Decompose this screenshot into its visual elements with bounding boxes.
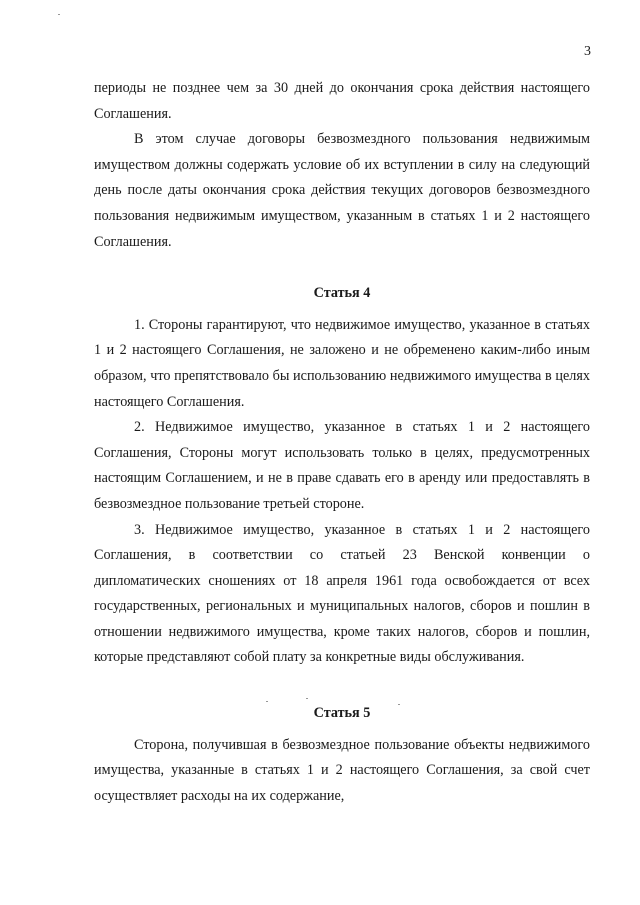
paragraph: Сторона, получившая в безвозмездное пользование объекты недвижимого имущества, указанные в статьях 1 и 2 настоящего Соглашения, за свой счет осуществляет расходы на их содержание, (94, 736, 590, 804)
scan-speck (306, 698, 308, 699)
paragraph: 3. Недвижимое имущество, указанное в статьях 1 и 2 настоящего Соглашения, в соответствии со статьей 23 Венской конвенции о дипломатических сношениях от 18 апреля 1961 года освобождается от всех государственных, региональных и муниципальных налогов, сборов и пошлин в отношении недвижимого имущества, кроме таких налогов, сборов и пошлин, которые представляют собой плату за конкретные виды обслуживания. (94, 521, 590, 666)
document-body (94, 76, 590, 809)
paragraph: В этом случае договоры безвозмездного пользования недвижимым имуществом должны содержать условие об их вступлении в силу на следующий день после даты окончания срока действия текущих договоров безвозмездного пользования недвижимым имуществом, указанным в статьях 1 и 2 настоящего Соглашения. (94, 131, 590, 250)
article-heading: Статья 4 (313, 285, 371, 302)
page-number: 3 (584, 44, 591, 59)
paragraph: 1. Стороны гарантируют, что недвижимое имущество, указанное в статьях 1 и 2 настоящего Соглашения, не заложено и не обременено каким-либо иным образом, что препятствовало бы использованию недвижимого имущества в целях настоящего Соглашения. (94, 316, 590, 410)
paragraph: 2. Недвижимое имущество, указанное в статьях 1 и 2 настоящего Соглашения, Стороны могут использовать только в целях, предусмотренных настоящим Соглашением, и не в праве сдавать его в аренду или предоставлять в безвозмездное пользование третьей стороне. (94, 419, 590, 512)
paragraph: периоды не позднее чем за 30 дней до окончания срока действия настоящего Соглашения. (94, 80, 590, 122)
scan-speck (266, 701, 268, 702)
article-heading: Статья 5 (313, 705, 371, 722)
scan-speck (58, 14, 60, 15)
scan-speck (398, 704, 400, 705)
